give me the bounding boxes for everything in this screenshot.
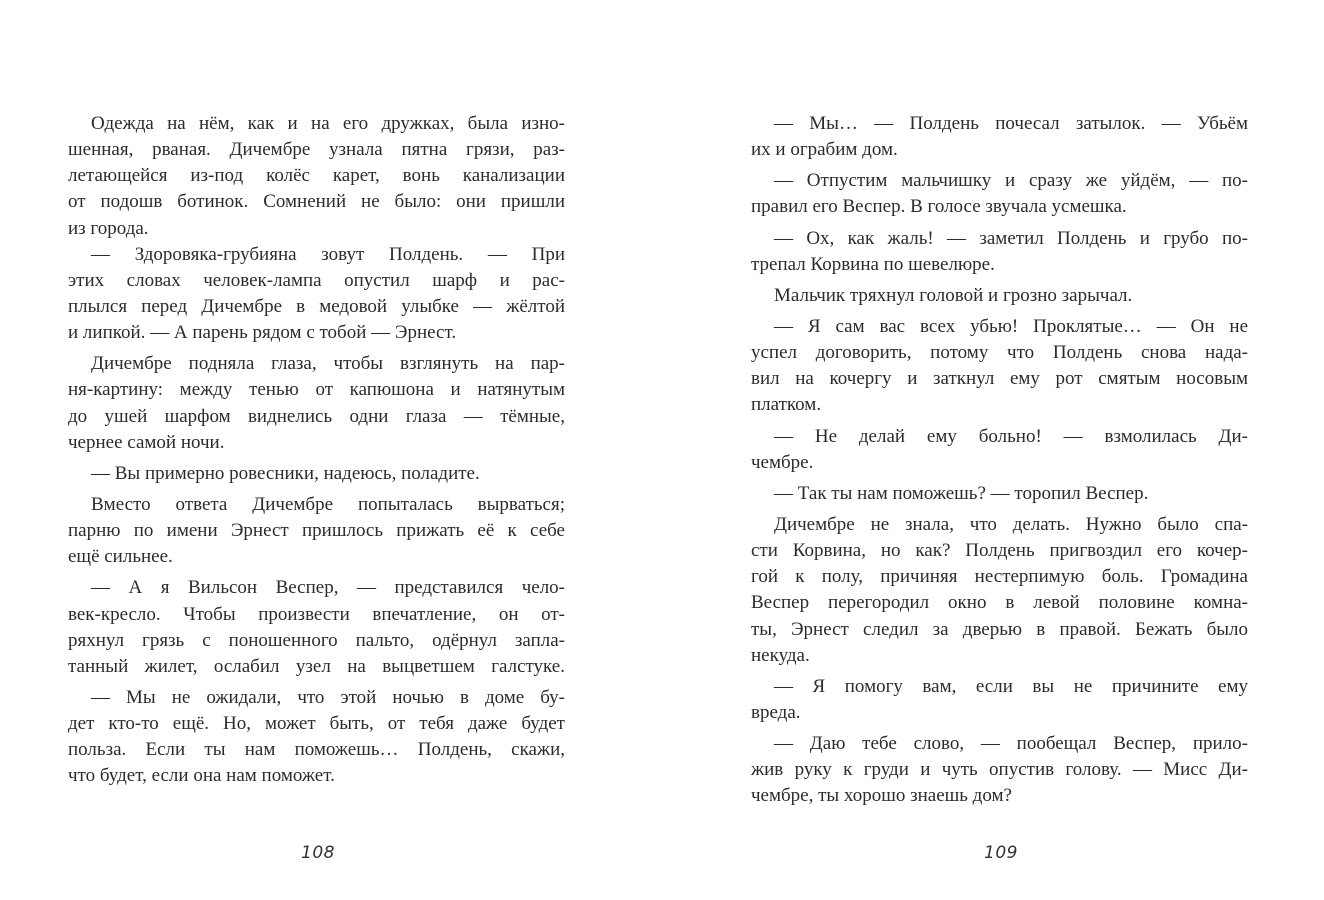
text-line: — Вы примерно ровесники, надеюсь, поладите. (91, 462, 480, 484)
text-line: век-кресло. Чтобы произвести впечатление, он от- (68, 603, 565, 625)
text-line: — Здоровяка-грубияна зовут Полдень. — При (91, 243, 565, 265)
text-line: от подошв ботинок. Сомнений не было: они пришли (68, 191, 565, 213)
text-line: ты, Эрнест следил за дверью в правой. Бежать было (751, 618, 1248, 640)
text-line: — Так ты нам поможешь? — торопил Веспер. (774, 482, 1149, 504)
text-line: этих словах человек-лампа опустил шарф и рас- (68, 269, 565, 291)
text-line: ня-картину: между тенью от капюшона и натянутым (68, 379, 565, 401)
text-line: танный жилет, ослабил узел на выцветшем галстуке. (68, 655, 565, 677)
text-line: и липкой. — А парень рядом с тобой — Эрнест. (68, 322, 457, 344)
text-line: летающейся из-под колёс карет, вонь канализации (68, 165, 565, 187)
text-line: Одежда на нём, как и на его дружках, была изно- (91, 113, 565, 134)
text-line: Вместо ответа Дичембре попыталась вырваться; (91, 493, 565, 515)
text-line: до ушей шарфом виднелись одни глаза — тёмные, (68, 405, 565, 427)
text-line: их и ограбим дом. (751, 139, 898, 161)
left-page-text (68, 111, 565, 790)
text-line: — Не делай ему больно! — взмолилась Ди- (774, 425, 1248, 447)
text-line: гой к полу, причиняя нестерпимую боль. Громадина (751, 566, 1248, 588)
text-line: Мальчик тряхнул головой и грозно зарычал. (774, 284, 1133, 306)
text-line: правил его Веспер. В голосе звучала усмешка. (751, 196, 1127, 218)
text-line: чернее самой ночи. (68, 431, 225, 453)
text-line: вреда. (751, 701, 801, 723)
right-page-text (751, 111, 1248, 810)
text-line: — Я помогу вам, если вы не причините ему (774, 675, 1248, 697)
text-line: Дичембре подняла глаза, чтобы взглянуть на пар- (91, 353, 565, 375)
page-number-left: 108 (301, 843, 335, 863)
text-line: шенная, рваная. Дичембре узнала пятна грязи, раз- (68, 139, 565, 161)
text-line: — А я Вильсон Веспер, — представился чело- (91, 577, 565, 599)
text-line: чембре. (751, 451, 814, 473)
text-line: трепал Корвина по шевелюре. (751, 253, 995, 275)
text-line: дет кто-то ещё. Но, может быть, от тебя даже будет (68, 713, 565, 735)
text-line: ещё сильнее. (68, 546, 173, 568)
text-line: сти Корвина, но как? Полдень пригвоздил его кочер- (751, 540, 1248, 562)
text-line: жив руку к груди и чуть опустив голову. — Мисс Ди- (751, 759, 1248, 781)
text-line: парню по имени Эрнест пришлось прижать её к себе (68, 520, 565, 542)
text-line: — Я сам вас всех убью! Проклятые… — Он не (774, 315, 1248, 337)
text-line: чембре, ты хорошо знаешь дом? (751, 785, 1012, 807)
text-line: вил на кочергу и заткнул ему рот смятым носовым (751, 368, 1248, 390)
text-line: Веспер перегородил окно в левой половине комна- (751, 592, 1248, 614)
text-line: платком. (751, 394, 822, 416)
text-line: Дичембре не знала, что делать. Нужно было спа- (774, 513, 1248, 535)
text-line: ряхнул грязь с поношенного пальто, одёрнул запла- (68, 629, 565, 651)
text-line: — Отпустим мальчишку и сразу же уйдём, — по- (774, 170, 1248, 192)
text-line: — Ох, как жаль! — заметил Полдень и грубо по- (774, 227, 1248, 249)
page-number-right: 109 (984, 843, 1018, 863)
text-line: из города. (68, 217, 149, 239)
text-line: плылся перед Дичембре в медовой улыбке — жёлтой (68, 295, 565, 317)
text-line: что будет, если она нам поможет. (68, 765, 335, 787)
text-line: — Даю тебе слово, — пообещал Веспер, прило- (774, 733, 1248, 755)
text-line: — Мы не ожидали, что этой ночью в доме бу- (91, 686, 565, 708)
text-line: — Мы… — Полдень почесал затылок. — Убьём (774, 113, 1248, 134)
text-line: успел договорить, потому что Полдень снова нада- (751, 342, 1248, 364)
text-line: некуда. (751, 644, 810, 666)
text-line: польза. Если ты нам поможешь… Полдень, скажи, (68, 739, 565, 761)
